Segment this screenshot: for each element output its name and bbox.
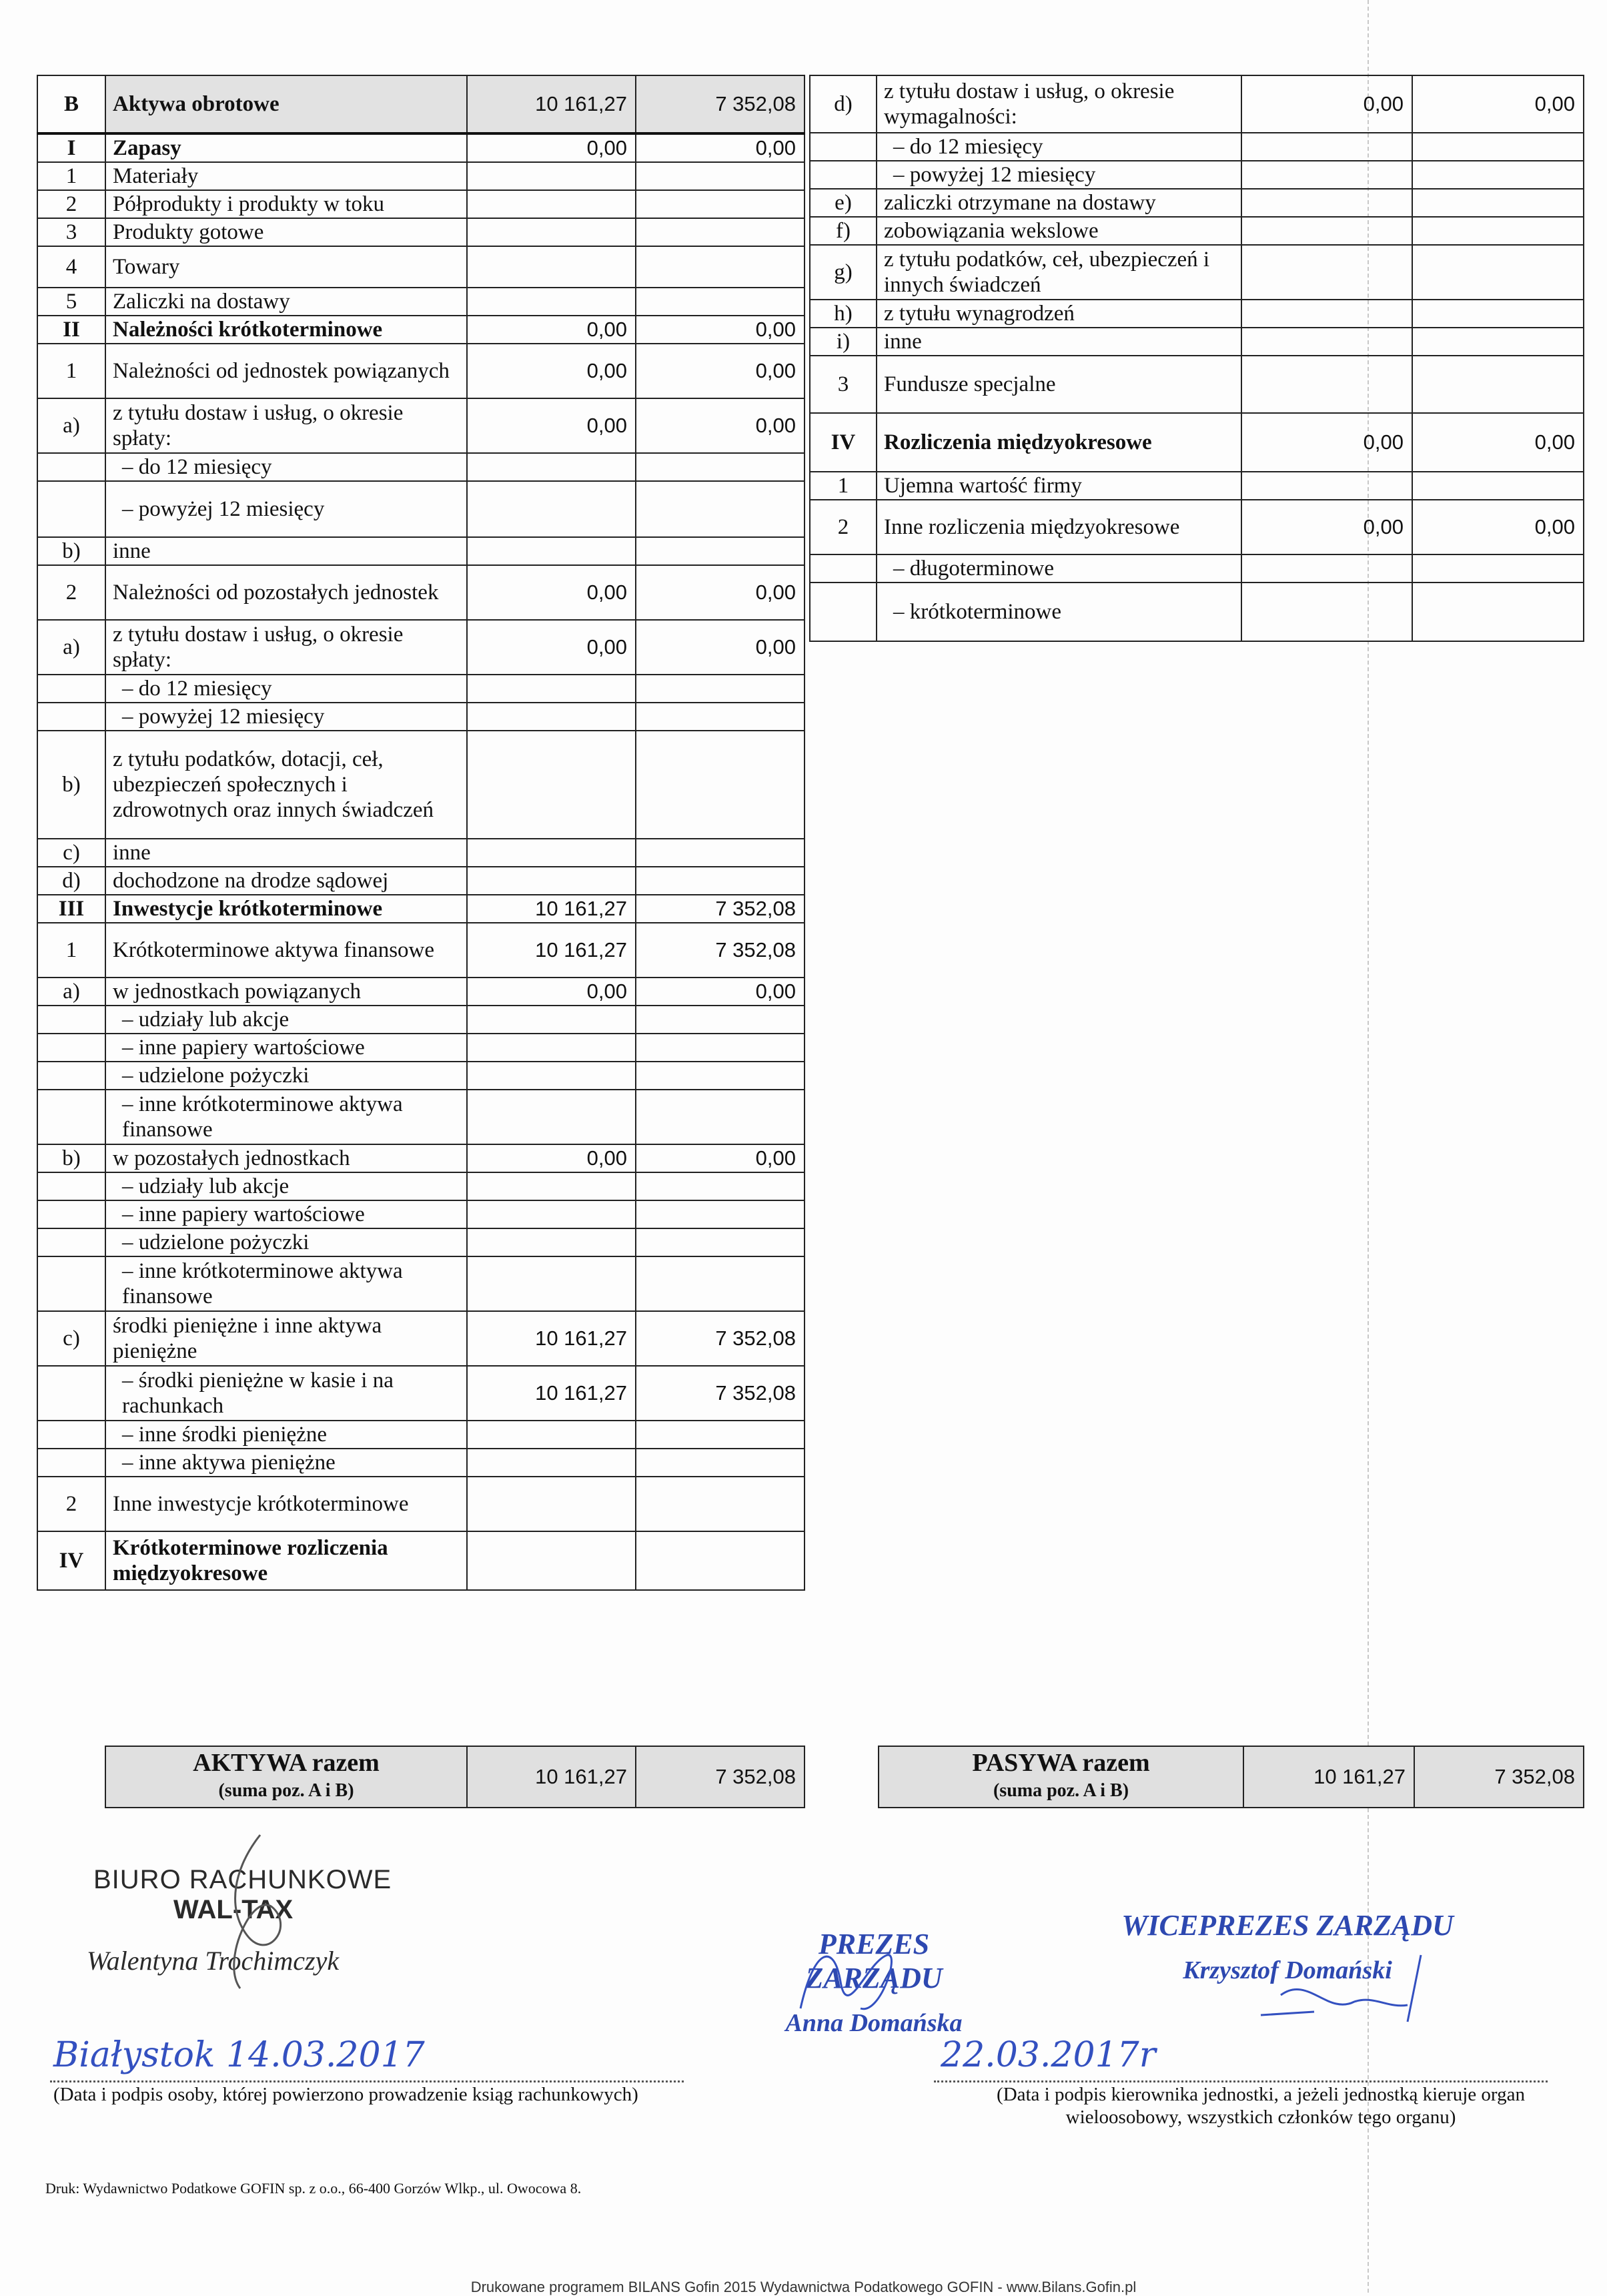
row-label: Krótkoterminowe rozliczenia międzyokresowe <box>105 1531 467 1590</box>
row-label: z tytułu dostaw i usług, o okresie spłaty: <box>105 398 467 453</box>
row-label: Inwestycje krótkoterminowe <box>105 895 467 923</box>
assets-total-title: AKTYWA razem <box>193 1749 380 1777</box>
value-previous-year: 0,00 <box>636 316 805 344</box>
row-number: i) <box>810 328 877 356</box>
row-number: b) <box>37 1144 105 1172</box>
value-previous-year <box>636 675 805 703</box>
value-previous-year <box>636 1477 805 1531</box>
row-number: 1 <box>37 344 105 398</box>
value-current-year: 10 161,27 <box>467 1311 636 1366</box>
table-row <box>37 344 805 398</box>
row-label: – środki pieniężne w kasie i na rachunkach <box>105 1366 467 1421</box>
value-current-year <box>467 1200 636 1228</box>
table-row <box>37 162 805 190</box>
value-current-year: 10 161,27 <box>467 923 636 978</box>
row-number <box>37 1006 105 1034</box>
row-label: Materiały <box>105 162 467 190</box>
table-row <box>37 1311 805 1366</box>
value-previous-year: 0,00 <box>1412 500 1584 554</box>
row-label: inne <box>105 839 467 867</box>
value-current-year <box>1241 554 1412 583</box>
value-current-year <box>467 1256 636 1311</box>
value-current-year <box>1241 300 1412 328</box>
row-label: inne <box>105 537 467 565</box>
row-label: Półprodukty i produkty w toku <box>105 190 467 218</box>
value-current-year: 0,00 <box>467 978 636 1006</box>
row-label: – powyżej 12 miesięcy <box>105 481 467 537</box>
value-previous-year: 0,00 <box>636 398 805 453</box>
row-number <box>37 1200 105 1228</box>
row-number <box>37 1062 105 1090</box>
table-row <box>37 288 805 316</box>
value-previous-year <box>636 1034 805 1062</box>
row-number: 2 <box>37 1477 105 1531</box>
row-label: – powyżej 12 miesięcy <box>105 703 467 731</box>
row-number: a) <box>37 978 105 1006</box>
assets-total-subtitle: (suma poz. A i B) <box>218 1780 354 1801</box>
value-current-year <box>1241 245 1412 300</box>
row-number: IV <box>810 413 877 472</box>
assets-total-current: 10 161,27 <box>467 1746 636 1808</box>
value-current-year <box>467 1228 636 1256</box>
table-row <box>37 703 805 731</box>
row-number: f) <box>810 217 877 245</box>
row-number: b) <box>37 537 105 565</box>
value-current-year: 10 161,27 <box>467 895 636 923</box>
value-previous-year <box>636 839 805 867</box>
handwritten-date-left: Białystok 14.03.2017 <box>53 2035 425 2075</box>
value-current-year <box>467 288 636 316</box>
table-row <box>37 75 805 133</box>
value-previous-year <box>636 218 805 246</box>
value-previous-year <box>636 1228 805 1256</box>
value-current-year <box>1241 472 1412 500</box>
row-number <box>37 703 105 731</box>
row-label: Inne rozliczenia międzyokresowe <box>877 500 1241 554</box>
table-row <box>37 1062 805 1090</box>
table-row <box>37 839 805 867</box>
table-row <box>810 189 1584 217</box>
value-previous-year <box>636 1200 805 1228</box>
row-label: środki pieniężne i inne aktywa pieniężne <box>105 1311 467 1366</box>
row-label: Należności krótkoterminowe <box>105 316 467 344</box>
table-row <box>37 1172 805 1200</box>
value-current-year <box>467 190 636 218</box>
signature-president-icon <box>787 1935 921 2028</box>
liabilities-total-current: 10 161,27 <box>1243 1746 1414 1808</box>
value-current-year <box>467 218 636 246</box>
signature-office-icon <box>167 1828 340 2002</box>
row-label: – inne krótkoterminowe aktywa finansowe <box>105 1256 467 1311</box>
page-footer: Drukowane programem BILANS Gofin 2015 Wydawnictwa Podatkowego GOFIN - www.Bilans.Gofin.pl <box>470 2279 1137 2295</box>
president-name: Anna Domańska <box>785 2009 963 2037</box>
table-row <box>37 675 805 703</box>
row-label: Zaliczki na dostawy <box>105 288 467 316</box>
liabilities-total-subtitle: (suma poz. A i B) <box>993 1780 1129 1801</box>
value-current-year <box>467 1449 636 1477</box>
vice-president-title: WICEPREZES ZARZĄDU <box>1121 1909 1454 1942</box>
value-current-year: 10 161,27 <box>467 75 636 133</box>
value-current-year: 0,00 <box>467 398 636 453</box>
table-row <box>810 300 1584 328</box>
row-label: z tytułu dostaw i usług, o okresie wymagalności: <box>877 75 1241 133</box>
table-row <box>810 245 1584 300</box>
row-label: – udzielone pożyczki <box>105 1228 467 1256</box>
table-row <box>37 895 805 923</box>
value-current-year: 0,00 <box>1241 75 1412 133</box>
value-current-year <box>467 867 636 895</box>
row-number <box>810 583 877 641</box>
value-previous-year: 7 352,08 <box>636 895 805 923</box>
table-row <box>37 1090 805 1144</box>
handwritten-date-right: 22.03.2017r <box>941 2035 1156 2075</box>
value-previous-year <box>1412 583 1584 641</box>
row-label: – inne krótkoterminowe aktywa finansowe <box>105 1090 467 1144</box>
row-label: z tytułu wynagrodzeń <box>877 300 1241 328</box>
caption-management: (Data i podpis kierownika jednostki, a jeżeli jednostką kieruje organ wieloosobowy, wszystkich członków tego organu) <box>997 2084 1525 2128</box>
value-previous-year <box>636 481 805 537</box>
table-row <box>37 1449 805 1477</box>
row-label: z tytułu podatków, dotacji, ceł, ubezpieczeń społecznych i zdrowotnych oraz innych świadczeń <box>105 731 467 839</box>
value-previous-year <box>1412 328 1584 356</box>
value-previous-year: 0,00 <box>636 565 805 620</box>
row-label: Należności od pozostałych jednostek <box>105 565 467 620</box>
value-previous-year: 0,00 <box>1412 75 1584 133</box>
value-current-year <box>467 1531 636 1590</box>
table-row <box>37 218 805 246</box>
row-number <box>810 554 877 583</box>
liabilities-total-previous: 7 352,08 <box>1414 1746 1584 1808</box>
value-previous-year <box>636 731 805 839</box>
table-row <box>37 731 805 839</box>
liabilities-total-title: PASYWA razem <box>972 1749 1150 1777</box>
value-current-year <box>1241 583 1412 641</box>
row-number: 1 <box>37 162 105 190</box>
table-row <box>810 356 1584 413</box>
value-current-year: 0,00 <box>467 344 636 398</box>
table-row <box>37 133 805 162</box>
value-current-year <box>467 675 636 703</box>
assets-total-label <box>105 1746 467 1808</box>
value-previous-year: 7 352,08 <box>636 75 805 133</box>
row-number: III <box>37 895 105 923</box>
table-row <box>810 217 1584 245</box>
table-row <box>37 1034 805 1062</box>
president-title: PREZES ZARZĄDU <box>805 1928 943 1994</box>
row-label: – udzielone pożyczki <box>105 1062 467 1090</box>
value-current-year: 0,00 <box>467 133 636 162</box>
value-previous-year <box>636 1090 805 1144</box>
value-previous-year <box>636 246 805 288</box>
value-previous-year <box>636 1449 805 1477</box>
value-current-year: 0,00 <box>467 316 636 344</box>
row-label: – udziały lub akcje <box>105 1172 467 1200</box>
value-previous-year <box>1412 133 1584 161</box>
row-number: a) <box>37 620 105 675</box>
row-label: – do 12 miesięcy <box>105 675 467 703</box>
value-previous-year <box>1412 245 1584 300</box>
value-previous-year <box>636 867 805 895</box>
value-current-year <box>1241 217 1412 245</box>
row-number <box>37 1256 105 1311</box>
value-previous-year <box>636 190 805 218</box>
row-number: h) <box>810 300 877 328</box>
row-label: Aktywa obrotowe <box>105 75 467 133</box>
row-number <box>37 453 105 481</box>
liabilities-total-label <box>879 1746 1243 1808</box>
table-row <box>37 1477 805 1531</box>
value-previous-year: 7 352,08 <box>636 1311 805 1366</box>
value-current-year <box>467 481 636 537</box>
row-number: 2 <box>37 190 105 218</box>
row-label: Ujemna wartość firmy <box>877 472 1241 500</box>
row-label: Fundusze specjalne <box>877 356 1241 413</box>
row-number: d) <box>37 867 105 895</box>
row-label: – do 12 miesięcy <box>877 133 1241 161</box>
row-number: 1 <box>37 923 105 978</box>
value-current-year <box>467 537 636 565</box>
row-number: b) <box>37 731 105 839</box>
row-number <box>37 481 105 537</box>
value-current-year <box>1241 328 1412 356</box>
row-label: zaliczki otrzymane na dostawy <box>877 189 1241 217</box>
row-number <box>37 1228 105 1256</box>
value-current-year: 0,00 <box>467 565 636 620</box>
value-current-year <box>467 1421 636 1449</box>
value-current-year <box>467 1006 636 1034</box>
value-previous-year <box>1412 554 1584 583</box>
value-previous-year <box>636 703 805 731</box>
value-current-year <box>467 703 636 731</box>
value-previous-year <box>636 162 805 190</box>
row-number <box>810 161 877 189</box>
caption-accountant: (Data i podpis osoby, której powierzono prowadzenie ksiąg rachunkowych) <box>53 2084 638 2105</box>
value-current-year <box>1241 133 1412 161</box>
table-row <box>37 1144 805 1172</box>
table-row <box>37 190 805 218</box>
value-previous-year <box>636 537 805 565</box>
value-previous-year <box>636 1531 805 1590</box>
row-label: Produkty gotowe <box>105 218 467 246</box>
row-number: 3 <box>810 356 877 413</box>
table-row <box>810 75 1584 133</box>
row-number: g) <box>810 245 877 300</box>
value-current-year <box>467 453 636 481</box>
table-row <box>810 554 1584 583</box>
value-current-year <box>467 162 636 190</box>
table-row <box>810 472 1584 500</box>
value-previous-year <box>636 1256 805 1311</box>
table-row <box>37 867 805 895</box>
assets-table <box>37 75 805 1591</box>
row-number: 4 <box>37 246 105 288</box>
table-row <box>37 1228 805 1256</box>
row-label: – krótkoterminowe <box>877 583 1241 641</box>
value-previous-year: 0,00 <box>636 133 805 162</box>
value-current-year <box>467 246 636 288</box>
row-number: c) <box>37 839 105 867</box>
row-label: – inne aktywa pieniężne <box>105 1449 467 1477</box>
table-row <box>37 1200 805 1228</box>
liabilities-total-row <box>878 1746 1584 1808</box>
row-number: IV <box>37 1531 105 1590</box>
row-number: 3 <box>37 218 105 246</box>
row-label: Inne inwestycje krótkoterminowe <box>105 1477 467 1531</box>
value-previous-year <box>1412 217 1584 245</box>
row-label: z tytułu dostaw i usług, o okresie spłaty: <box>105 620 467 675</box>
table-row <box>810 328 1584 356</box>
row-label: Krótkoterminowe aktywa finansowe <box>105 923 467 978</box>
table-row <box>37 316 805 344</box>
value-current-year: 0,00 <box>467 620 636 675</box>
signature-line-right <box>934 2080 1548 2082</box>
value-previous-year <box>1412 472 1584 500</box>
row-number <box>37 1421 105 1449</box>
row-label: – powyżej 12 miesięcy <box>877 161 1241 189</box>
row-number: 2 <box>37 565 105 620</box>
table-row <box>810 500 1584 554</box>
value-previous-year <box>636 1172 805 1200</box>
row-number <box>37 1090 105 1144</box>
row-label: – do 12 miesięcy <box>105 453 467 481</box>
row-number: 5 <box>37 288 105 316</box>
table-row <box>37 453 805 481</box>
row-label: Należności od jednostek powiązanych <box>105 344 467 398</box>
stamp-office-brand: WAL-TAX <box>173 1895 294 1924</box>
value-previous-year <box>636 1062 805 1090</box>
value-previous-year <box>1412 189 1584 217</box>
row-number <box>37 675 105 703</box>
value-current-year: 0,00 <box>1241 500 1412 554</box>
table-row <box>37 1256 805 1311</box>
row-number <box>37 1366 105 1421</box>
row-number <box>37 1172 105 1200</box>
row-number: 2 <box>810 500 877 554</box>
value-current-year <box>1241 189 1412 217</box>
value-current-year: 0,00 <box>467 1144 636 1172</box>
table-row <box>37 1006 805 1034</box>
signature-vice-president-icon <box>1254 1948 1454 2035</box>
value-previous-year <box>1412 161 1584 189</box>
table-row <box>37 923 805 978</box>
value-current-year <box>467 839 636 867</box>
table-row <box>37 1366 805 1421</box>
table-row <box>37 1421 805 1449</box>
table-row <box>810 413 1584 472</box>
table-row <box>37 620 805 675</box>
table-row <box>810 583 1584 641</box>
row-label: – udziały lub akcje <box>105 1006 467 1034</box>
value-previous-year: 0,00 <box>636 620 805 675</box>
row-label: zobowiązania wekslowe <box>877 217 1241 245</box>
row-number: d) <box>810 75 877 133</box>
value-previous-year <box>1412 300 1584 328</box>
value-current-year <box>467 1062 636 1090</box>
row-number <box>37 1034 105 1062</box>
value-previous-year: 7 352,08 <box>636 1366 805 1421</box>
assets-total-previous: 7 352,08 <box>636 1746 805 1808</box>
value-previous-year: 0,00 <box>636 344 805 398</box>
value-current-year <box>1241 356 1412 413</box>
value-current-year <box>467 1477 636 1531</box>
row-number <box>37 1449 105 1477</box>
row-number: a) <box>37 398 105 453</box>
table-row <box>810 133 1584 161</box>
vice-president-name: Krzysztof Domański <box>1183 1956 1392 1984</box>
row-number: I <box>37 133 105 162</box>
table-row <box>37 1531 805 1590</box>
stamp-office-person: Walentyna Trochimczyk <box>87 1946 340 1976</box>
table-row <box>37 398 805 453</box>
row-number <box>810 133 877 161</box>
row-label: dochodzone na drodze sądowej <box>105 867 467 895</box>
value-current-year: 0,00 <box>1241 413 1412 472</box>
row-number: 1 <box>810 472 877 500</box>
row-number: e) <box>810 189 877 217</box>
value-previous-year: 0,00 <box>1412 413 1584 472</box>
printer-note: Druk: Wydawnictwo Podatkowe GOFIN sp. z o.o., 66-400 Gorzów Wlkp., ul. Owocowa 8. <box>45 2180 582 2197</box>
row-number: II <box>37 316 105 344</box>
stamp-office-name: BIURO RACHUNKOWE <box>93 1865 392 1894</box>
assets-total-row <box>105 1746 805 1808</box>
value-previous-year: 0,00 <box>636 978 805 1006</box>
row-number: B <box>37 75 105 133</box>
value-previous-year: 0,00 <box>636 1144 805 1172</box>
row-label: z tytułu podatków, ceł, ubezpieczeń i innych świadczeń <box>877 245 1241 300</box>
row-label: Rozliczenia międzyokresowe <box>877 413 1241 472</box>
value-current-year <box>467 1090 636 1144</box>
table-row <box>37 978 805 1006</box>
liabilities-table <box>809 75 1584 642</box>
value-previous-year <box>636 1006 805 1034</box>
value-current-year <box>467 731 636 839</box>
value-previous-year: 7 352,08 <box>636 923 805 978</box>
value-previous-year <box>636 453 805 481</box>
signature-line-left <box>50 2080 684 2082</box>
table-row <box>37 537 805 565</box>
row-label: – inne papiery wartościowe <box>105 1200 467 1228</box>
value-current-year <box>467 1172 636 1200</box>
value-previous-year <box>636 1421 805 1449</box>
row-label: w jednostkach powiązanych <box>105 978 467 1006</box>
table-row <box>810 161 1584 189</box>
table-row <box>37 246 805 288</box>
row-label: inne <box>877 328 1241 356</box>
value-current-year <box>467 1034 636 1062</box>
row-label: – długoterminowe <box>877 554 1241 583</box>
row-number: c) <box>37 1311 105 1366</box>
table-row <box>37 481 805 537</box>
row-label: Zapasy <box>105 133 467 162</box>
value-previous-year <box>636 288 805 316</box>
value-current-year: 10 161,27 <box>467 1366 636 1421</box>
row-label: – inne papiery wartościowe <box>105 1034 467 1062</box>
row-label: w pozostałych jednostkach <box>105 1144 467 1172</box>
value-previous-year <box>1412 356 1584 413</box>
row-label: – inne środki pieniężne <box>105 1421 467 1449</box>
row-label: Towary <box>105 246 467 288</box>
table-row <box>37 565 805 620</box>
value-current-year <box>1241 161 1412 189</box>
